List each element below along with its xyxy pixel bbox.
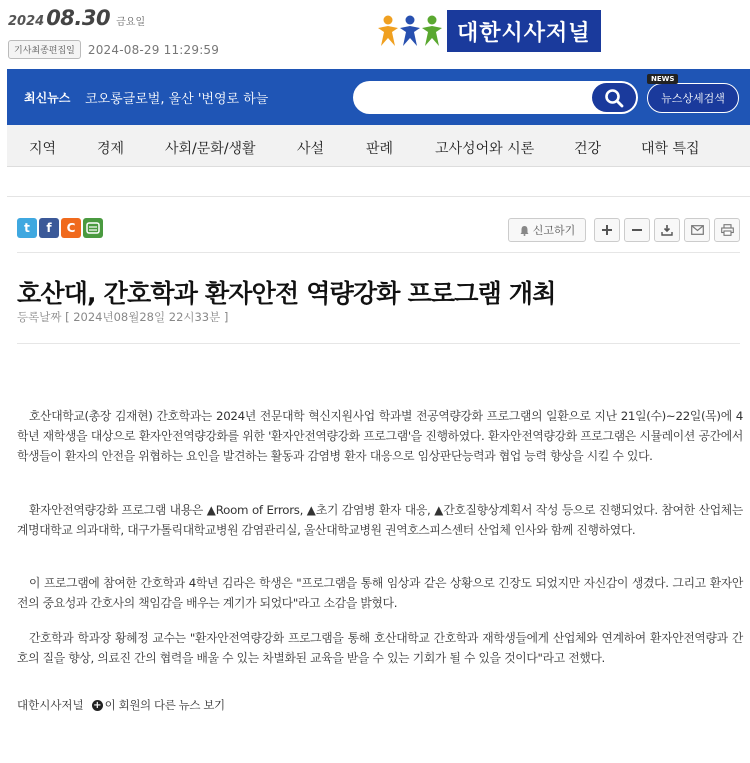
- date-month-day: 08.30: [46, 6, 111, 30]
- menu-item-university[interactable]: 대학 특집: [641, 141, 700, 157]
- download-icon: [661, 224, 673, 236]
- menu-item-economy[interactable]: 경제: [97, 141, 125, 157]
- article-tools: [508, 218, 740, 242]
- twitter-share-button[interactable]: [17, 218, 37, 238]
- band-icon: [86, 222, 100, 234]
- c-icon: C: [66, 221, 76, 235]
- search-input[interactable]: [363, 87, 583, 107]
- menu-item-precedent[interactable]: 판례: [366, 141, 394, 157]
- detail-search-button[interactable]: 뉴스상세검색: [647, 83, 739, 113]
- divider: [7, 196, 750, 197]
- latest-news-ticker[interactable]: 코오롱글로벌, 울산 '번영로 하늘: [85, 92, 269, 107]
- divider: [17, 252, 740, 253]
- date-weekday: 금요일: [116, 17, 146, 28]
- c-share-button[interactable]: [61, 218, 81, 238]
- last-edit-time: 2024-08-29 11:29:59: [87, 42, 220, 57]
- article-paragraph: 환자안전역량강화 프로그램 내용은 ▲Room of Errors, ▲초기 감염병 환자 대응, ▲간호질향상계획서 작성 등으로 진행되었다. 참여한 산업체는 계명대학교 의과대학, 대구가톨릭대학교병원 감염관리실, 울산대학교병원 권역호스피스센터 산업체 인사와 함께 진행하였다.: [17, 503, 743, 537]
- report-label: 신고하기: [532, 224, 576, 237]
- menu-item-health[interactable]: 건강: [574, 141, 602, 157]
- site-logo[interactable]: [377, 10, 601, 52]
- more-news-label: 이 회원의 다른 뉴스 보기: [104, 698, 225, 712]
- today-date: [8, 6, 145, 30]
- mail-icon: [691, 225, 704, 235]
- share-buttons: [17, 218, 103, 238]
- news-badge: NEWS: [647, 74, 678, 84]
- bell-icon: [519, 225, 530, 236]
- band-share-button[interactable]: [83, 218, 103, 238]
- printer-icon: [721, 224, 734, 236]
- article-title: 호산대, 간호학과 환자안전 역량강화 프로그램 개최: [17, 279, 556, 308]
- font-increase-button[interactable]: [594, 218, 620, 242]
- menu-item-editorial[interactable]: 사설: [297, 141, 325, 157]
- article-source: 대한시사저널: [17, 698, 84, 712]
- article-paragraph: 간호학과 학과장 황혜정 교수는 "환자안전역량강화 프로그램을 통해 호산대학교 간호학과 재학생들에게 산업체와 연계하여 환자안전역량과 간호의 질을 향상, 의료진 간의 협력을 배울 수 있는 차별화된 교육을 받을 수 있는 기회가 될 수 있을 것이다"라고 전했다.: [17, 631, 743, 665]
- people-logo-icon: [377, 12, 443, 50]
- search-icon: [604, 88, 624, 108]
- latest-news-label: 최신뉴스: [24, 91, 71, 105]
- search-box: [353, 81, 638, 114]
- download-button[interactable]: [654, 218, 680, 242]
- facebook-icon: f: [46, 221, 52, 235]
- facebook-share-button[interactable]: [39, 218, 59, 238]
- last-edit-badge: 기사최종편집일: [8, 40, 81, 59]
- date-year: 2024: [8, 14, 45, 29]
- plus-circle-icon: +: [93, 699, 102, 711]
- menu-item-idiom[interactable]: 고사성어와 시론: [435, 141, 535, 157]
- logo-wordmark: 대한시사저널: [447, 10, 601, 52]
- divider: [17, 343, 740, 344]
- plus-icon: [602, 225, 612, 235]
- menu-item-society[interactable]: 사회/문화/생활: [165, 141, 256, 157]
- top-bar: [7, 69, 750, 125]
- twitter-icon: t: [24, 221, 30, 235]
- article-date: 등록날짜 [ 2024년08월28일 22시33분 ]: [17, 310, 229, 324]
- more-news-link[interactable]: [92, 697, 225, 713]
- article-paragraph: 이 프로그램에 참여한 간호학과 4학년 김라은 학생은 "프로그램을 통해 임상과 같은 상황으로 긴장도 되었지만 자신감이 생겼다. 그리고 환자안전의 중요성과 간호사의 책임감을 배우는 계기가 되었다"라고 소감을 밝혔다.: [17, 576, 743, 610]
- article-paragraph: 호산대학교(총장 김재현) 간호학과는 2024년 전문대학 혁신지원사업 학과별 전공역량강화 프로그램의 일환으로 지난 21일(수)~22일(목)에 4학년 재학생을 대상으로 환자안전역량강화를 위한 '환자안전역량강화 프로그램'을 진행하였다. 환자안전역량강화 프로그램은 시뮬레이션 공간에서 학생들이 환자의 안전을 위협하는 요인을 발견하는 활동과 감염병 환자 대응으로 임상판단능력과 협업 능력 향상을 시킬 수 있다.: [17, 409, 743, 463]
- top-strip: [0, 0, 750, 66]
- minus-icon: [632, 225, 642, 235]
- report-button[interactable]: [508, 218, 586, 242]
- print-button[interactable]: [714, 218, 740, 242]
- font-decrease-button[interactable]: [624, 218, 650, 242]
- menu-item-region[interactable]: 지역: [29, 141, 57, 157]
- search-button[interactable]: [592, 83, 636, 112]
- main-menu: [7, 125, 750, 167]
- article-footer: [17, 697, 225, 713]
- last-edit: [8, 40, 219, 59]
- email-button[interactable]: [684, 218, 710, 242]
